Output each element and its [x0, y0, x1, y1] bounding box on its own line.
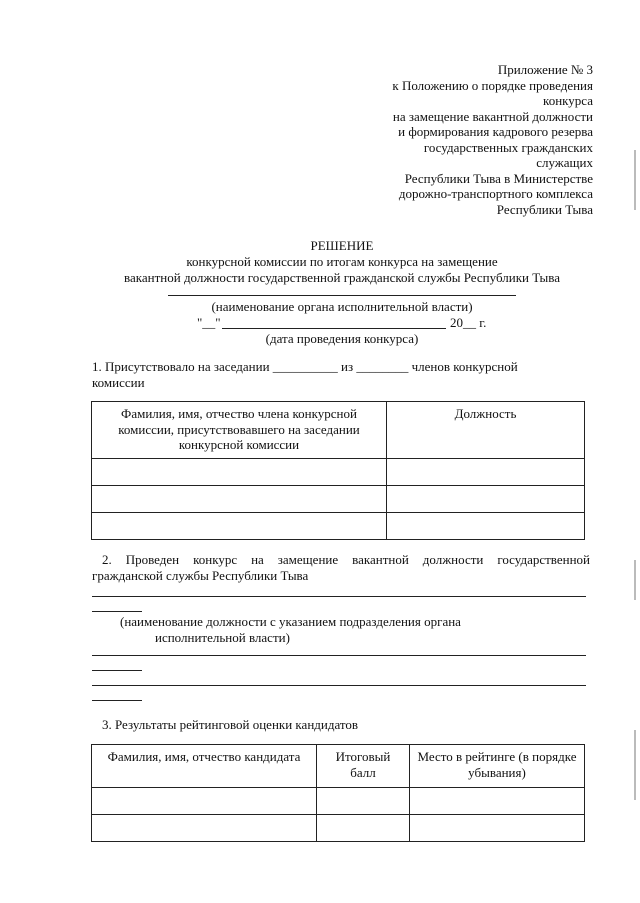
date-year-field[interactable]: 20__ г.	[450, 315, 487, 330]
date-day-field[interactable]: "__"	[197, 315, 221, 330]
table-row	[92, 459, 585, 486]
table-header-row	[92, 745, 585, 788]
total-members-field[interactable]: ________	[356, 359, 409, 374]
section3-heading: 3. Результаты рейтинговой оценки кандидатов	[102, 717, 359, 732]
blank-line[interactable]	[92, 655, 586, 656]
table-cell[interactable]	[410, 815, 585, 842]
title-line-2: вакантной должности государственной гражданской службы Республики Тыва	[124, 270, 560, 285]
appendix-line: и формирования кадрового резерва	[398, 124, 593, 139]
position-name-field-cont[interactable]	[92, 611, 142, 612]
section1-text-from: из	[341, 359, 354, 374]
appendix-line: дорожно-транспортного комплекса	[398, 186, 593, 201]
section2-line1: 2. Проведен конкурс на замещение вакантной должности государственной	[102, 552, 590, 567]
date-month-field[interactable]	[222, 328, 446, 329]
table-cell[interactable]	[387, 486, 585, 513]
document-heading: РЕШЕНИЕ	[310, 238, 374, 253]
scan-edge-mark	[634, 150, 636, 210]
appendix-line: конкурса	[543, 93, 593, 108]
candidates-table	[91, 744, 585, 842]
appendix-line: Республики Тыва	[496, 201, 593, 217]
table-cell[interactable]	[387, 513, 585, 540]
blank-line[interactable]	[92, 700, 142, 701]
position-caption-line1: (наименование должности с указанием подразделения органа	[120, 614, 461, 629]
present-count-field[interactable]: __________	[272, 359, 338, 374]
table-cell[interactable]	[317, 788, 410, 815]
section1-line1	[92, 359, 518, 375]
title-line-1: конкурсной комиссии по итогам конкурса на замещение	[186, 254, 498, 269]
appendix-line: Приложение № 3	[497, 62, 593, 77]
table-row	[92, 513, 585, 540]
section1-text-members: членов конкурсной	[411, 359, 518, 374]
appendix-header	[392, 62, 593, 217]
candidate-name-header: Фамилия, имя, отчество кандидата	[92, 745, 317, 788]
org-name-caption: (наименование органа исполнительной власти)	[211, 299, 473, 314]
table-cell[interactable]	[92, 513, 387, 540]
section2-line2: гражданской службы Республики Тыва	[92, 568, 309, 583]
date-caption: (дата проведения конкурса)	[265, 331, 419, 346]
org-name-field[interactable]	[168, 295, 516, 296]
table-cell[interactable]	[410, 788, 585, 815]
appendix-line: к Положению о порядке проведения	[392, 77, 593, 93]
table-header-row	[92, 402, 585, 459]
scan-edge-mark	[634, 730, 636, 800]
rating-place-header: Место в рейтинге (в порядке убывания)	[410, 745, 585, 788]
table-row	[92, 486, 585, 513]
members-table	[91, 401, 585, 540]
position-caption-line2: исполнительной власти)	[155, 630, 290, 645]
table-row	[92, 788, 585, 815]
table-cell[interactable]	[92, 788, 317, 815]
appendix-line: на замещение вакантной должности	[392, 108, 593, 124]
table-cell[interactable]	[387, 459, 585, 486]
section1-text-present: 1. Присутствовало на заседании	[92, 359, 270, 374]
table-cell[interactable]	[92, 459, 387, 486]
table-cell[interactable]	[92, 815, 317, 842]
total-score-header: Итоговый балл	[317, 745, 410, 788]
position-name-field[interactable]	[92, 596, 586, 597]
appendix-line: государственных гражданских	[423, 139, 593, 155]
table-cell[interactable]	[92, 486, 387, 513]
blank-line[interactable]	[92, 685, 586, 686]
appendix-line: Республики Тыва в Министерстве	[404, 170, 593, 186]
member-position-header: Должность	[387, 402, 585, 459]
table-row	[92, 815, 585, 842]
scan-edge-mark	[634, 560, 636, 600]
table-cell[interactable]	[317, 815, 410, 842]
section1-line2: комиссии	[92, 375, 145, 390]
member-name-header: Фамилия, имя, отчество члена конкурсной комиссии, присутствовавшего на заседании конкурсной комиссии	[92, 402, 387, 459]
appendix-line: служащих	[536, 155, 593, 170]
blank-line[interactable]	[92, 670, 142, 671]
